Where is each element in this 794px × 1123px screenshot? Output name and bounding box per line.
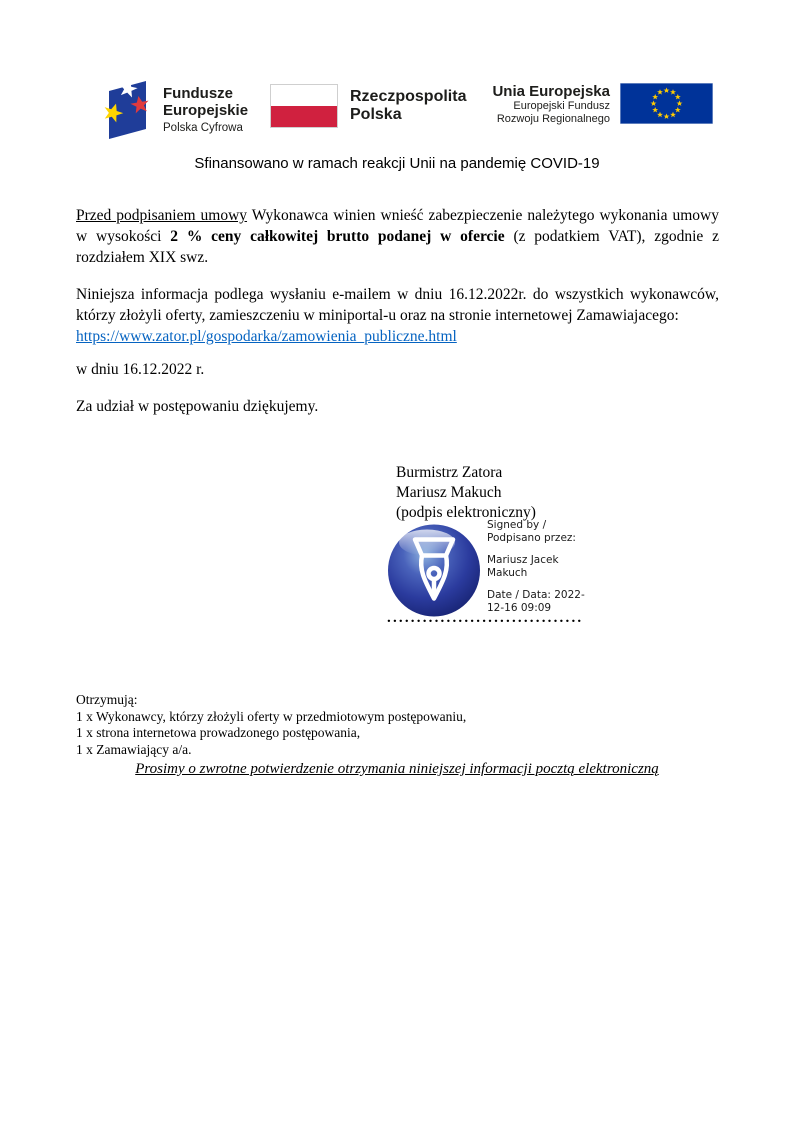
signer-name: Mariusz Makuch bbox=[396, 484, 502, 501]
eu-flag-icon bbox=[620, 83, 713, 129]
confirmation-note: Prosimy o zwrotne potwierdzenie otrzymania niniejszej informacji pocztą elektroniczną bbox=[135, 761, 659, 777]
signature-block bbox=[396, 463, 536, 523]
fe-title-line1: Fundusze bbox=[163, 84, 233, 102]
logo-row bbox=[0, 78, 794, 138]
fe-title-line2: Europejskie bbox=[163, 101, 249, 119]
para1-end-text: (z podatkiem VAT), zgodnie z rozdziałem XIX swz. bbox=[76, 228, 720, 266]
fundusze-europejskie-logo bbox=[100, 78, 248, 140]
signed-by-block bbox=[487, 519, 593, 614]
zamowienia-publiczne-link[interactable]: https://www.zator.pl/gospodarka/zamowienia_publiczne.html bbox=[76, 328, 457, 345]
poland-flag-icon bbox=[270, 84, 338, 128]
signed-by-line1: Signed by / bbox=[487, 519, 547, 531]
recipient-item: 1 x Zamawiający a/a. bbox=[76, 741, 192, 757]
eu-title: Unia Europejska bbox=[492, 83, 610, 100]
fundusze-europejskie-flag-icon bbox=[100, 78, 154, 140]
eu-sub-line1: Europejski Fundusz bbox=[513, 100, 610, 112]
para1-mid-text: Wykonawca winien wnieść zabezpieczenie należytego wykonania umowy w wysokości bbox=[76, 207, 719, 245]
eu-sub-line2: Rozwoju Regionalnego bbox=[496, 113, 610, 125]
rzeczpospolita-label bbox=[350, 88, 466, 124]
fundusze-europejskie-label bbox=[163, 85, 248, 134]
signature-stamp-icon bbox=[386, 522, 482, 619]
pl-line1: Rzeczpospolita bbox=[350, 88, 467, 105]
signed-by-line2: Podpisano przez: bbox=[487, 531, 576, 544]
unia-europejska-label bbox=[492, 83, 610, 126]
thanks-line: Za udział w postępowaniu dziękujemy. bbox=[76, 398, 319, 415]
para1-underlined-lead: Przed podpisaniem umowy bbox=[76, 207, 248, 224]
sign-date-line1: Date / Data: 2022- bbox=[487, 589, 585, 601]
recipient-item: 1 x strona internetowa prowadzonego postępowania, bbox=[76, 725, 361, 740]
signature-note: (podpis elektroniczny) bbox=[396, 504, 536, 521]
finance-note: Sfinansowano w ramach reakcji Unii na pandemię COVID-19 bbox=[194, 155, 600, 172]
para1-bold-text: 2 % ceny całkowitej brutto podanej w ofercie bbox=[170, 228, 505, 245]
signer-fullname-line1: Mariusz Jacek bbox=[487, 554, 559, 566]
sign-date-line2: 12-16 09:09 bbox=[487, 601, 552, 614]
signer-title: Burmistrz Zatora bbox=[396, 464, 503, 481]
fe-subtitle: Polska Cyfrowa bbox=[163, 121, 243, 134]
paragraph-security-deposit bbox=[76, 205, 719, 268]
recipients-title: Otrzymują: bbox=[76, 692, 138, 707]
pl-line2: Polska bbox=[350, 106, 402, 123]
rzeczpospolita-polska-logo bbox=[270, 84, 466, 128]
signer-fullname-line2: Makuch bbox=[487, 566, 528, 579]
recipients-block bbox=[76, 692, 466, 758]
paragraph-notification bbox=[76, 284, 719, 347]
sent-date-line: w dniu 16.12.2022 r. bbox=[76, 361, 205, 378]
recipient-item: 1 x Wykonawcy, którzy złożyli oferty w przedmiotowym postępowaniu, bbox=[76, 708, 467, 724]
para2-text: Niniejsza informacja podlega wysłaniu e-mailem w dniu 16.12.2022r. do wszystkich wykonawców, którzy złożyli oferty, zamieszczeniu w miniportal-u oraz na stronie internetowej Zamawiajacego: bbox=[76, 286, 719, 324]
signature-dotted-line: ................................. bbox=[387, 610, 584, 626]
unia-europejska-logo bbox=[492, 83, 713, 129]
